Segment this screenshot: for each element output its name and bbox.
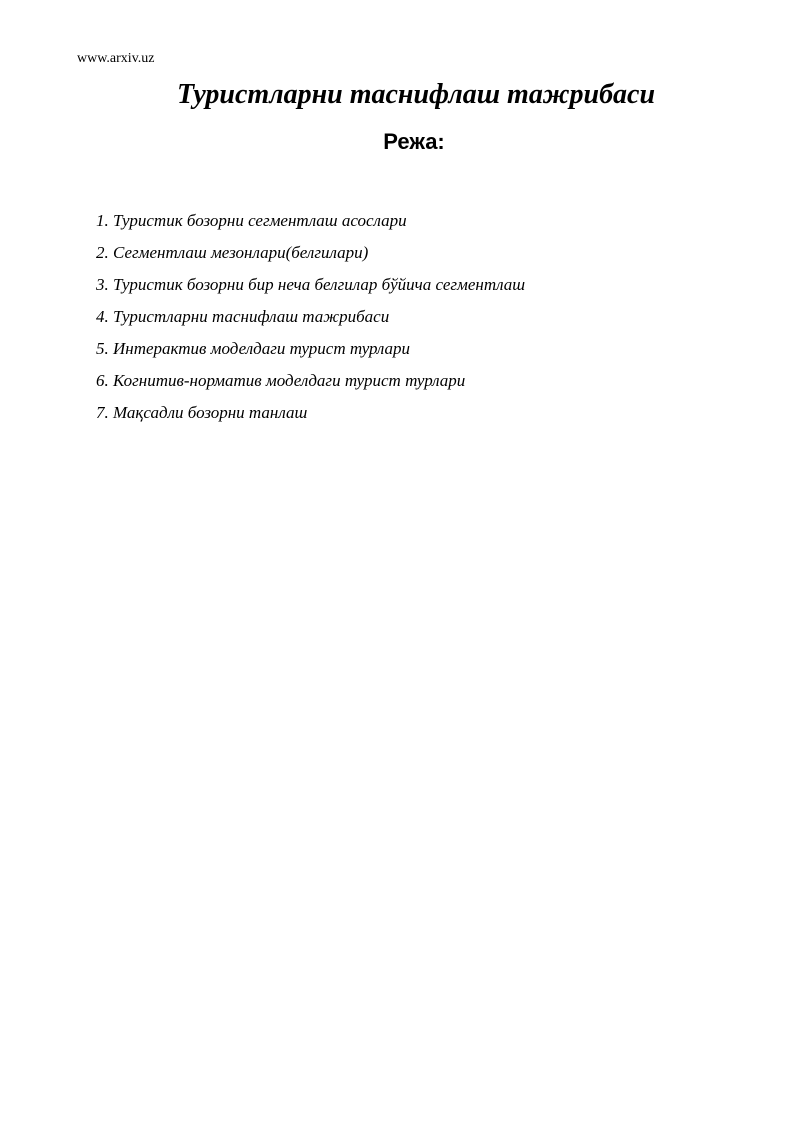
plan-item-3: 3. Туристик бозорни бир неча белгилар бўйича сегментлаш bbox=[96, 275, 526, 294]
document-title: Туристларни таснифлаш тажрибаси bbox=[176, 79, 656, 110]
site-url: www.arxiv.uz bbox=[77, 51, 155, 66]
plan-list bbox=[96, 209, 525, 433]
plan-item-5: 5. Интерактив моделдаги турист турлари bbox=[96, 339, 411, 358]
plan-item-4: 4. Туристларни таснифлаш тажрибаси bbox=[96, 307, 390, 326]
plan-item-7: 7. Мақсадли бозорни танлаш bbox=[96, 403, 308, 422]
plan-item-2: 2. Сегментлаш мезонлари(белгилари) bbox=[96, 243, 369, 262]
plan-item-1: 1. Туристик бозорни сегментлаш асослари bbox=[96, 211, 407, 230]
plan-item-6: 6. Когнитив-норматив моделдаги турист турлари bbox=[96, 371, 466, 390]
plan-heading: Режа: bbox=[383, 129, 445, 154]
